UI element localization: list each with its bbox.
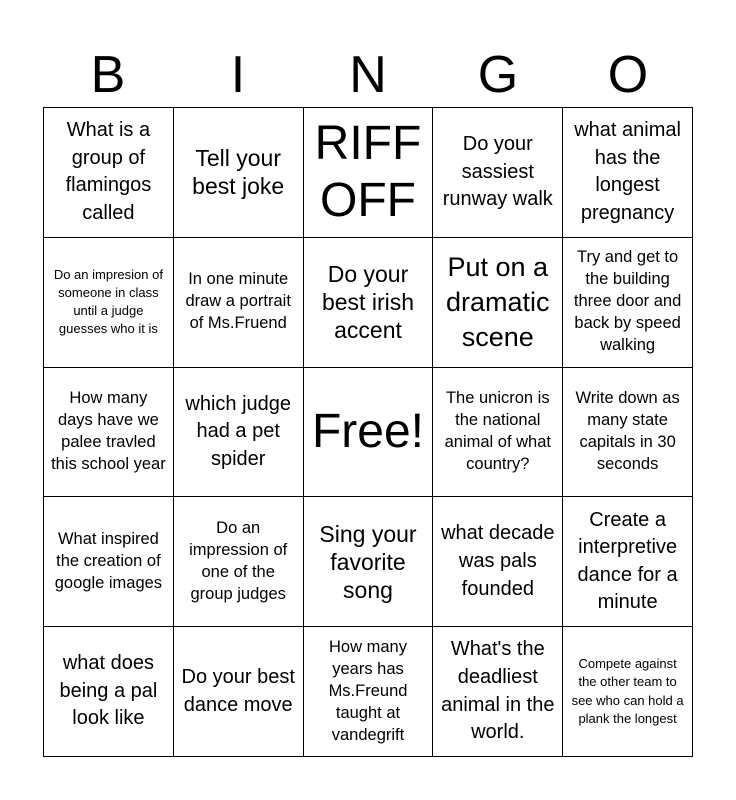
header-letter-b: B (90, 46, 126, 104)
cell-text: Do your best irish accent (321, 261, 415, 344)
bingo-cell[interactable] (433, 497, 563, 627)
cell-text: Compete against the other team to see who can hold a plank the longest (571, 656, 684, 726)
header-letter-i: I (230, 46, 246, 104)
cell-text: What is a group of flamingos called (65, 119, 152, 224)
cell-text: Do your best dance move (181, 666, 295, 716)
bingo-cell[interactable] (433, 627, 563, 757)
bingo-cell[interactable] (563, 238, 693, 368)
bingo-cell[interactable] (174, 368, 304, 498)
cell-text: Free! (311, 405, 424, 459)
cell-text: which judge had a pet spider (185, 392, 291, 470)
bingo-cell[interactable] (563, 497, 693, 627)
cell-text: RIFF OFF (314, 116, 422, 228)
bingo-cell[interactable] (174, 497, 304, 627)
bingo-cell[interactable] (44, 627, 174, 757)
cell-text: Sing your favorite song (319, 520, 417, 603)
bingo-cell[interactable] (44, 108, 174, 238)
cell-text: Create a interpretive dance for a minute (577, 508, 678, 614)
header-letter-o: O (607, 46, 649, 104)
bingo-cell[interactable] (563, 368, 693, 498)
bingo-cell[interactable] (563, 108, 693, 238)
cell-text: Do an impression of one of the group judges (189, 518, 288, 603)
cell-text: Tell your best joke (192, 145, 285, 200)
cell-text: What's the deadliest animal in the world. (441, 638, 555, 744)
cell-text: Put on a dramatic scene (446, 251, 550, 352)
cell-text: Do an impresion of someone in class until a judge guesses who it is (53, 266, 163, 337)
bingo-cell[interactable] (563, 627, 693, 757)
cell-text: Try and get to the building three door and back by speed walking (573, 248, 682, 355)
cell-text: How many years has Ms.Freund taught at vandegrift (328, 637, 408, 744)
bingo-cell-free[interactable] (304, 368, 434, 498)
bingo-cell[interactable] (433, 238, 563, 368)
cell-text: Write down as many state capitals in 30 seconds (575, 389, 680, 473)
bingo-cell[interactable] (433, 108, 563, 238)
bingo-cell[interactable] (304, 238, 434, 368)
bingo-cell[interactable] (304, 497, 434, 627)
cell-text: What inspired the creation of google images (54, 529, 163, 592)
bingo-cell[interactable] (304, 108, 434, 238)
bingo-header (43, 42, 693, 108)
bingo-cell[interactable] (44, 238, 174, 368)
cell-text: what decade was pals founded (441, 522, 555, 600)
cell-text: what animal has the longest pregnancy (574, 119, 681, 224)
bingo-grid (43, 107, 693, 757)
cell-text: The unicron is the national animal of what country? (444, 389, 551, 473)
bingo-cell[interactable] (174, 627, 304, 757)
cell-text: what does being a pal look like (59, 652, 158, 730)
cell-text: Do your sassiest runway walk (442, 133, 553, 211)
bingo-cell[interactable] (174, 108, 304, 238)
bingo-cell[interactable] (44, 497, 174, 627)
header-letter-n: N (349, 46, 387, 104)
header-letter-g: G (477, 46, 519, 104)
bingo-cell[interactable] (433, 368, 563, 498)
bingo-cell[interactable] (304, 627, 434, 757)
bingo-cell[interactable] (174, 238, 304, 368)
cell-text: In one minute draw a portrait of Ms.Fruend (185, 270, 291, 333)
cell-text: How many days have we palee travled this school year (51, 389, 166, 473)
bingo-cell[interactable] (44, 368, 174, 498)
